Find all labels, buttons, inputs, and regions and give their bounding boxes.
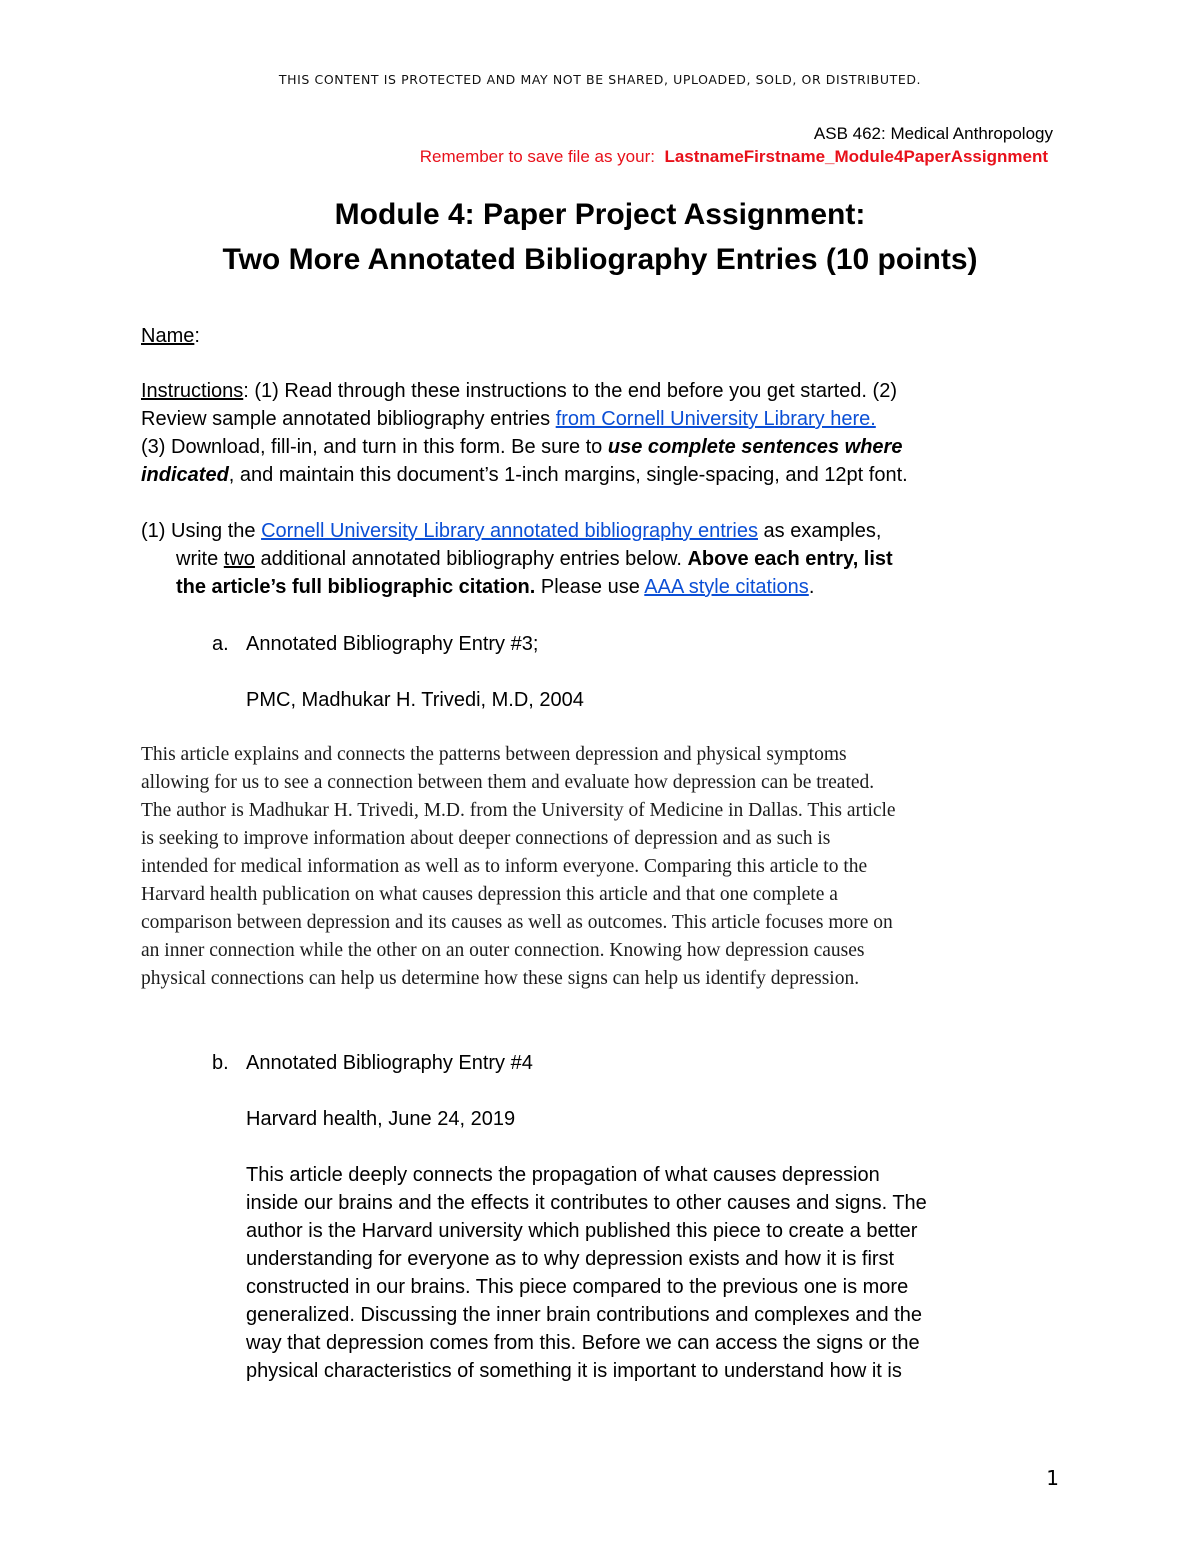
entry-b-body-line: inside our brains and the effects it contributes to other causes and signs. The	[246, 1192, 927, 1214]
entry-b-heading: Annotated Bibliography Entry #4	[246, 1052, 533, 1074]
entry-b-body-line: understanding for everyone as to why depression exists and how it is first	[246, 1248, 895, 1270]
entry-b-marker: b.	[212, 1052, 229, 1074]
entry-a-body-line: an inner connection while the other on an outer connection. Knowing how depression causes	[141, 940, 865, 961]
instructions-line-2: Review sample annotated bibliography entries from Cornell University Library here.	[141, 408, 876, 430]
entry-a-body-line: Harvard health publication on what causes depression this article and that one complete a	[141, 884, 838, 905]
reminder-prefix: Remember to save file as your:	[419, 147, 655, 166]
entry-b-body-line: This article deeply connects the propagation of what causes depression	[246, 1164, 880, 1186]
cornell-annotated-entries-link[interactable]: Cornell University Library annotated bibliography entries	[261, 520, 758, 542]
instructions-label: Instructions	[141, 380, 244, 402]
name-label: Name	[141, 325, 195, 347]
entry-a-body-line: allowing for us to see a connection between them and evaluate how depression can be treated.	[141, 772, 875, 793]
entry-b-body-line: author is the Harvard university which published this piece to create a better	[246, 1220, 918, 1242]
entry-a-body-line: physical connections can help us determine how these signs can help us identify depression.	[141, 968, 860, 989]
entry-b-citation: Harvard health, June 24, 2019	[246, 1108, 516, 1130]
title-line-1: Module 4: Paper Project Assignment:	[334, 198, 866, 231]
item1-line-3: the article’s full bibliographic citation. Please use AAA style citations.	[176, 576, 815, 598]
item1-line-1: (1) Using the Cornell University Library annotated bibliography entries as examples,	[141, 520, 882, 542]
entry-a-body-line: intended for medical information as well as to inform everyone. Comparing this article to the	[141, 856, 868, 877]
entry-b-body-line: constructed in our brains. This piece compared to the previous one is more	[246, 1276, 909, 1298]
watermark-notice: THIS CONTENT IS PROTECTED AND MAY NOT BE SHARED, UPLOADED, SOLD, OR DISTRIBUTED.	[278, 72, 922, 87]
instructions-line-3: (3) Download, fill-in, and turn in this form. Be sure to use complete sentences where	[141, 436, 903, 458]
entry-b-body-line: generalized. Discussing the inner brain contributions and complexes and the	[246, 1304, 922, 1326]
entry-a-body-line: The author is Madhukar H. Trivedi, M.D. from the University of Medicine in Dallas. This article	[141, 800, 896, 821]
aaa-style-link[interactable]: AAA style citations	[644, 576, 809, 598]
entry-b-body-line: physical characteristics of something it is important to understand how it is	[246, 1360, 902, 1382]
course-name: ASB 462: Medical Anthropology	[813, 124, 1053, 143]
instructions-line-1: Instructions: (1) Read through these instructions to the end before you get started. (2)	[141, 380, 897, 402]
entry-a-body-line: This article explains and connects the patterns between depression and physical symptoms	[141, 744, 847, 765]
entry-a-heading: Annotated Bibliography Entry #3;	[246, 633, 539, 655]
entry-a-body-line: comparison between depression and its causes as well as outcomes. This article focuses more on	[141, 912, 893, 933]
title-line-2: Two More Annotated Bibliography Entries (10 points)	[222, 243, 978, 276]
name-field: Name:	[141, 325, 200, 347]
entry-a-body-line: is seeking to improve information about deeper connections of depression and as such is	[141, 828, 831, 849]
page-number: 1	[1046, 1466, 1059, 1490]
cornell-library-link[interactable]: from Cornell University Library here.	[555, 408, 876, 430]
entry-a-marker: a.	[212, 633, 229, 655]
save-reminder	[420, 147, 1048, 167]
reminder-filename: LastnameFirstname_Module4PaperAssignment	[664, 147, 1048, 166]
entry-a-citation: PMC, Madhukar H. Trivedi, M.D, 2004	[246, 689, 584, 711]
item1-line-2: write two additional annotated bibliography entries below. Above each entry, list	[176, 548, 893, 570]
entry-b-body-line: way that depression comes from this. Before we can access the signs or the	[246, 1332, 920, 1354]
instructions-line-4: indicated, and maintain this document’s 1-inch margins, single-spacing, and 12pt font.	[141, 464, 908, 486]
